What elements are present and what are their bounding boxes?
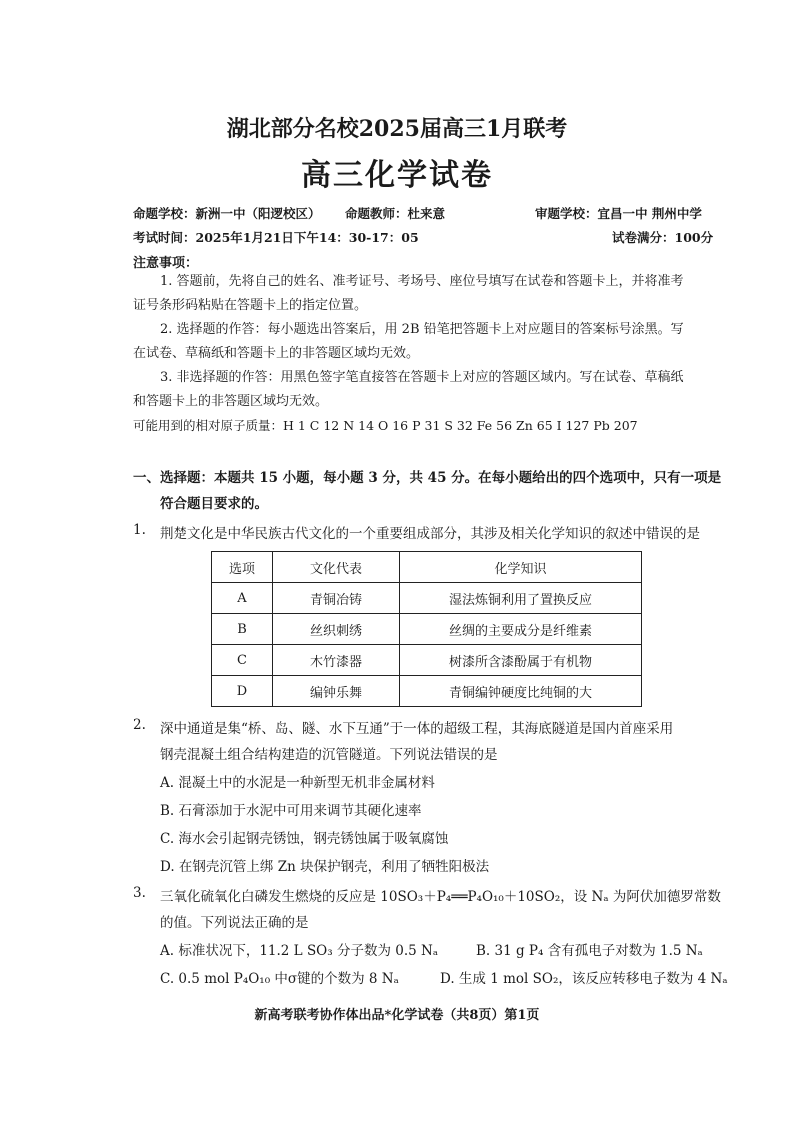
table-header-row (212, 552, 642, 583)
q2-option-c: C. 海水会引起钢壳锈蚀，钢壳锈蚀属于吸氧腐蚀 (160, 831, 449, 847)
note-2-line-2: 在试卷、草稿纸和答题卡上的非答题区域均无效。 (133, 346, 420, 361)
notes-heading: 注意事项： (133, 256, 199, 271)
header-option: 选项 (212, 552, 273, 583)
q2-option-a: A. 混凝土中的水泥是一种新型无机非金属材料 (160, 775, 435, 791)
q3-number: 3. (133, 885, 146, 901)
row-a-culture: 青铜冶铸 (273, 583, 400, 614)
proposing-school: 命题学校：新洲一中（阳逻校区） (133, 206, 321, 221)
row-b-knowledge: 丝绸的主要成分是纤维素 (400, 614, 642, 645)
q3-option-b: B. 31 g P₄ 含有孤电子对数为 1.5 Nₐ (476, 943, 703, 959)
row-b-option: B (212, 614, 273, 645)
row-d-culture: 编钟乐舞 (273, 676, 400, 707)
table-row (212, 614, 642, 645)
header-knowledge: 化学知识 (400, 552, 642, 583)
note-3-line-2: 和答题卡上的非答题区域均无效。 (133, 394, 329, 409)
q3-option-a: A. 标准状况下，11.2 L SO₃ 分子数为 0.5 Nₐ (160, 943, 439, 959)
row-c-knowledge: 树漆所含漆酚属于有机物 (400, 645, 642, 676)
q3-option-d: D. 生成 1 mol SO₂，该反应转移电子数为 4 Nₐ (440, 971, 728, 987)
note-1-line-2: 证号条形码粘贴在答题卡上的指定位置。 (133, 298, 368, 313)
section-1-heading-cont: 符合题目要求的。 (160, 496, 268, 512)
q2-stem-line-1: 深中通道是集“桥、岛、隧、水下互通”于一体的超级工程，其海底隧道是国内首座采用 (160, 721, 674, 737)
row-a-option: A (212, 583, 273, 614)
q2-option-b: B. 石膏添加于水泥中可用来调节其硬化速率 (160, 803, 422, 819)
section-1-heading: 一、选择题：本题共 15 小题，每小题 3 分，共 45 分。在每小题给出的四个选项中，只有一项是 (133, 470, 722, 486)
exam-time: 考试时间：2025年1月21日下午14：30-17：05 (133, 230, 419, 245)
note-1-line-1: 1. 答题前，先将自己的姓名、准考证号、考场号、座位号填写在试卷和答题卡上，并将准考 (160, 274, 684, 289)
q2-number: 2. (133, 717, 146, 733)
q3-stem-line-2: 的值。下列说法正确的是 (160, 915, 309, 931)
table-row (212, 645, 642, 676)
proposing-teacher: 命题教师：杜来意 (345, 206, 446, 221)
q3-stem-line-1: 三氧化硫氧化白磷发生燃烧的反应是 10SO₃＋P₄══P₄O₁₀＋10SO₂，设 Nₐ 为阿伏加德罗常数 (160, 889, 721, 905)
page-footer: 新高考联考协作体出品*化学试卷（共8页）第1页 (254, 1008, 540, 1023)
q2-stem-line-2: 钢壳混凝土组合结构建造的沉管隧道。下列说法错误的是 (160, 747, 498, 763)
exam-title: 湖北部分名校2025届高三1月联考 (226, 116, 568, 142)
row-d-knowledge: 青铜编钟硬度比纯铜的大 (400, 676, 642, 707)
q3-option-c: C. 0.5 mol P₄O₁₀ 中σ键的个数为 8 Nₐ (160, 971, 399, 987)
q1-stem: 荆楚文化是中华民族古代文化的一个重要组成部分，其涉及相关化学知识的叙述中错误的是 (160, 526, 700, 542)
table-row (212, 676, 642, 707)
header-culture: 文化代表 (273, 552, 400, 583)
atomic-mass-line: 可能用到的相对原子质量：H 1 C 12 N 14 O 16 P 31 S 32 Fe 56 Zn 65 I 127 Pb 207 (133, 418, 638, 433)
paper-title: 高三化学试卷 (301, 158, 493, 193)
note-3-line-1: 3. 非选择题的作答：用黑色签字笔直接答在答题卡上对应的答题区域内。写在试卷、草稿纸 (160, 370, 684, 385)
q1-number: 1. (133, 522, 146, 538)
full-score: 试卷满分：100分 (612, 230, 714, 245)
table-row (212, 583, 642, 614)
row-d-option: D (212, 676, 273, 707)
reviewing-school: 审题学校：宜昌一中 荆州中学 (535, 206, 702, 221)
note-2-line-1: 2. 选择题的作答：每小题选出答案后，用 2B 铅笔把答题卡上对应题目的答案标号涂黑。写 (160, 322, 684, 337)
q2-option-d: D. 在钢壳沉管上绑 Zn 块保护钢壳，利用了牺牲阳极法 (160, 859, 490, 875)
row-b-culture: 丝织刺绣 (273, 614, 400, 645)
q1-table (211, 551, 642, 707)
row-a-knowledge: 湿法炼铜利用了置换反应 (400, 583, 642, 614)
row-c-culture: 木竹漆器 (273, 645, 400, 676)
row-c-option: C (212, 645, 273, 676)
